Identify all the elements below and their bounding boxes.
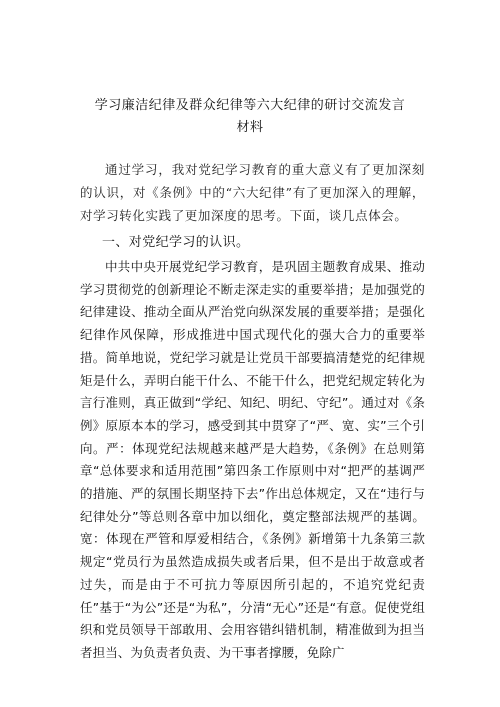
document-title: 学习廉洁纪律及群众纪律等六大纪律的研讨交流发言 [94, 98, 406, 113]
intro-paragraph: 通过学习，我对党纪学习教育的重大意义有了更加深刻的认识，对《条例》中的“六大纪律”有了更加深入的理解，对学习转化实践了更加深度的思考。下面，谈几点体会。 [80, 162, 425, 223]
section-heading: 一、对党纪学习的认识。 [102, 235, 250, 250]
document-title-continued: 材料 [236, 120, 264, 135]
body-paragraph: 中共中央开展党纪学习教育，是巩固主题教育成果、推动学习贯彻党的创新理论不断走深走实的重要举措；是加强党的纪律建设、推动全面从严治党向纵深发展的重要举措；是强化纪律作风保障，形成推进中国式现代化的强大合力的重要举措。简单地说，党纪学习就是让党员干部要搞清楚党的纪律规矩是什么，弄明白能干什么、不能干什么，把党纪规定转化为言行准则，真正做到“学纪、知纪、明纪、守纪”。通过对《条例》原原本本的学习，感受到其中贯穿了“严、宽、实”三个引向。严：体现党纪法规越来越严是大趋势，《条例》在总则第章“总体要求和适用范围”第四条工作原则中对“把严的基调严的措施、严的氛围长期坚持下去”作出总体规定，又在“违行与纪律处分”等总则各章中加以细化，奠定整部法规严的基调。宽：体现在严管和厚爱相结合，《条例》新增第十九条第三款规定“党员行为虽然造成损失或者后果，但不是出于故意或者过失，而是由于不可抗力等原因所引起的，不追究党纪责任”基于“为公”还是“为私”，分清“无心”还是“有意。促使党组织和党员领导干部敢用、会用容错纠错机制，精准做到为担当者担当、为负责者负责、为干事者撑腰，免除广 [80, 259, 425, 660]
